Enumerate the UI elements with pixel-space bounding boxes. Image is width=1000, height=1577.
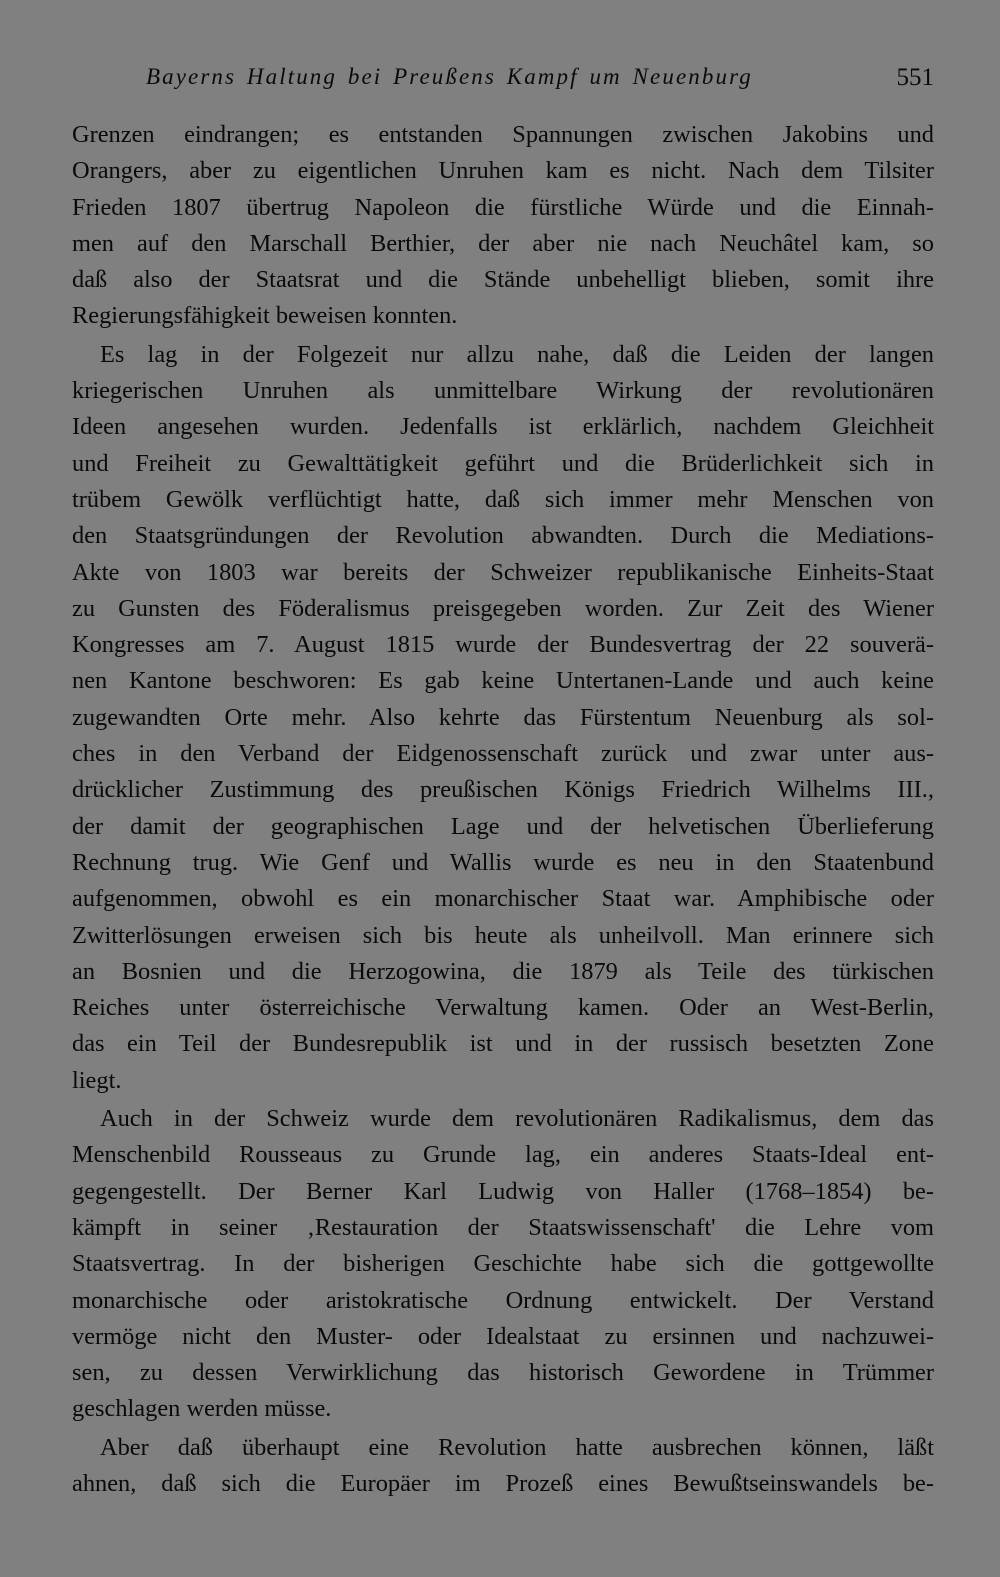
text-line: zu Gunsten des Föderalismus preisgegeben worden. Zur Zeit des Wiener xyxy=(72,594,934,622)
page-number: 551 xyxy=(896,64,934,91)
text-line: Staatsvertrag. In der bisherigen Geschichte habe sich die gottgewollte xyxy=(72,1250,934,1278)
text-line: Aber daß überhaupt eine Revolution hatte ausbrechen können, läßt xyxy=(100,1433,934,1461)
text-line: der damit der geographischen Lage und der helvetischen Überlieferung xyxy=(72,812,934,840)
text-line: Frieden 1807 übertrug Napoleon die fürstliche Würde und die Einnah- xyxy=(72,193,934,221)
paragraph xyxy=(72,117,934,335)
text-line: zugewandten Orte mehr. Also kehrte das Fürstentum Neuenburg als sol- xyxy=(72,703,934,731)
text-line: nen Kantone beschworen: Es gab keine Untertanen-Lande und auch keine xyxy=(72,667,934,695)
text-line: aufgenommen, obwohl es ein monarchischer Staat war. Amphibische oder xyxy=(72,885,934,913)
text-line: liegt. xyxy=(72,1066,122,1094)
running-title: Bayerns Haltung bei Preußens Kampf um Neuenburg xyxy=(146,64,753,89)
text-line: Auch in der Schweiz wurde dem revolutionären Radikalismus, dem das xyxy=(100,1105,934,1133)
text-line: daß also der Staatsrat und die Stände unbehelligt blieben, somit ihre xyxy=(72,266,934,294)
text-line: vermöge nicht den Muster- oder Idealstaat zu ersinnen und nachzuwei- xyxy=(72,1322,934,1350)
text-line: Regierungsfähigkeit beweisen konnten. xyxy=(72,302,458,330)
text-line: Es lag in der Folgezeit nur allzu nahe, daß die Leiden der langen xyxy=(100,340,934,368)
body-text xyxy=(72,117,934,1502)
text-line: drücklicher Zustimmung des preußischen Königs Friedrich Wilhelms III., xyxy=(72,776,934,804)
paragraph xyxy=(72,1101,934,1428)
text-line: geschlagen werden müsse. xyxy=(72,1395,332,1423)
text-line: den Staatsgründungen der Revolution abwandten. Durch die Mediations- xyxy=(72,522,934,550)
text-line: Grenzen eindrangen; es entstanden Spannungen zwischen Jakobins und xyxy=(72,121,934,148)
text-line: gegengestellt. Der Berner Karl Ludwig von Haller (1768–1854) be- xyxy=(72,1177,934,1205)
text-line: ahnen, daß sich die Europäer im Prozeß eines Bewußtseinswandels be- xyxy=(72,1469,934,1497)
text-line: Akte von 1803 war bereits der Schweizer republikanische Einheits-Staat xyxy=(72,558,934,586)
text-line: monarchische oder aristokratische Ordnung entwickelt. Der Verstand xyxy=(72,1286,934,1314)
text-line: Reiches unter österreichische Verwaltung kamen. Oder an West-Berlin, xyxy=(72,994,934,1022)
text-line: Menschenbild Rousseaus zu Grunde lag, ein anderes Staats-Ideal ent- xyxy=(72,1141,934,1169)
text-line: sen, zu dessen Verwirklichung das historisch Gewordene in Trümmer xyxy=(72,1359,934,1387)
paragraph xyxy=(72,337,934,1099)
text-line: kriegerischen Unruhen als unmittelbare Wirkung der revolutionären xyxy=(72,377,934,405)
text-line: das ein Teil der Bundesrepublik ist und in der russisch besetzten Zone xyxy=(72,1030,934,1058)
text-line: Ideen angesehen wurden. Jedenfalls ist erklärlich, nachdem Gleichheit xyxy=(72,413,934,441)
text-line: und Freiheit zu Gewalttätigkeit geführt und die Brüderlichkeit sich in xyxy=(72,449,934,477)
text-line: an Bosnien und die Herzogowina, die 1879 als Teile des türkischen xyxy=(72,957,934,985)
paragraph xyxy=(72,1430,934,1503)
running-head xyxy=(72,64,934,96)
text-line: Rechnung trug. Wie Genf und Wallis wurde es neu in den Staatenbund xyxy=(72,848,934,876)
text-line: Kongresses am 7. August 1815 wurde der Bundesvertrag der 22 souverä- xyxy=(72,631,934,659)
text-line: men auf den Marschall Berthier, der aber nie nach Neuchâtel kam, so xyxy=(72,229,934,257)
text-line: kämpft in seiner ‚Restauration der Staatswissenschaft' die Lehre vom xyxy=(72,1213,934,1241)
text-line: ches in den Verband der Eidgenossenschaft zurück und zwar unter aus- xyxy=(72,740,934,768)
text-line: Orangers, aber zu eigentlichen Unruhen kam es nicht. Nach dem Tilsiter xyxy=(72,157,934,185)
text-line: trübem Gewölk verflüchtigt hatte, daß sich immer mehr Menschen von xyxy=(72,485,934,513)
text-line: Zwitterlösungen erweisen sich bis heute als unheilvoll. Man erinnere sich xyxy=(72,921,934,949)
